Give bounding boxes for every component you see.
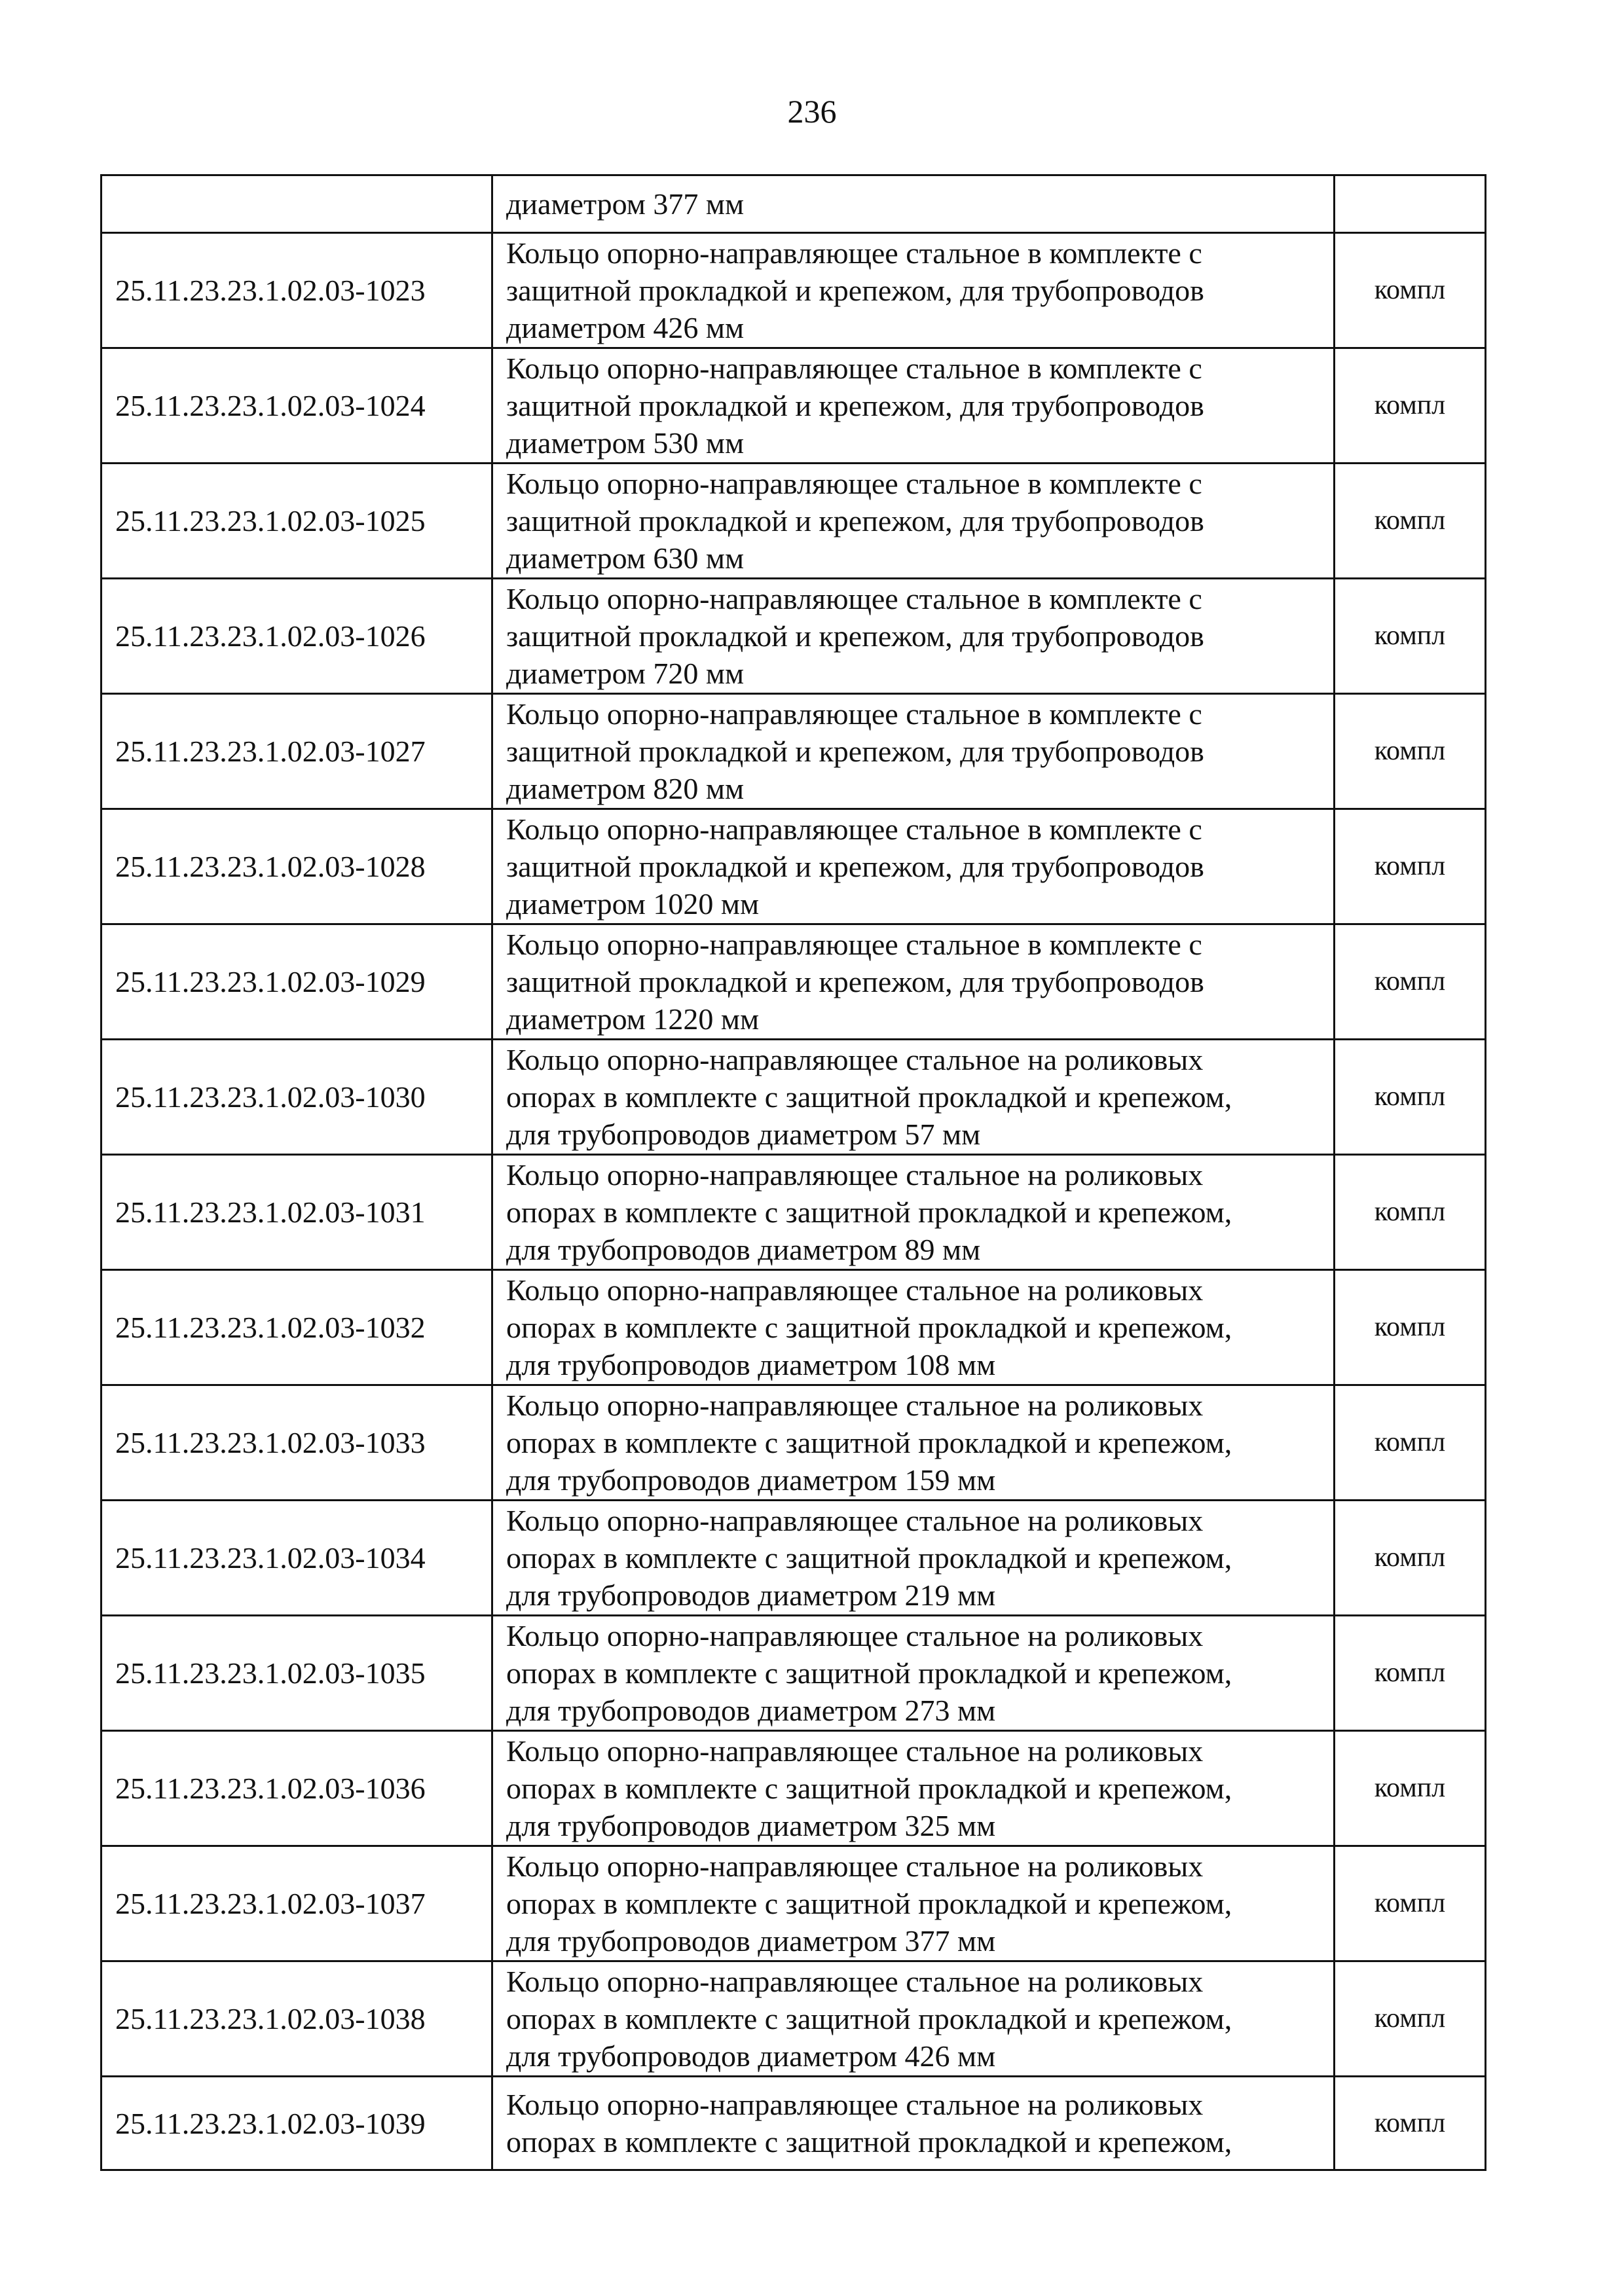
description-line: Кольцо опорно-направляющее стальное на роликовых xyxy=(506,1965,1204,1998)
description-line: защитной прокладкой и крепежом, для трубопроводов xyxy=(506,389,1204,422)
resource-code: 25.11.23.23.1.02.03-1036 xyxy=(101,1731,492,1846)
resource-code: 25.11.23.23.1.02.03-1039 xyxy=(101,2077,492,2170)
table-row xyxy=(101,1155,1486,1270)
resource-description xyxy=(492,1270,1335,1385)
unit-of-measure: компл xyxy=(1335,1155,1486,1270)
resource-description xyxy=(492,579,1335,694)
description-line: защитной прокладкой и крепежом, для трубопроводов xyxy=(506,619,1204,653)
description-line: для трубопроводов диаметром 377 мм xyxy=(506,1924,996,1958)
unit-of-measure: компл xyxy=(1335,809,1486,924)
description-line: Кольцо опорно-направляющее стальное в комплекте с xyxy=(506,812,1202,846)
description-line: для трубопроводов диаметром 219 мм xyxy=(506,1578,996,1612)
table-row xyxy=(101,1040,1486,1155)
description-line: защитной прокладкой и крепежом, для трубопроводов xyxy=(506,850,1204,883)
table-row xyxy=(101,1961,1486,2077)
table-row xyxy=(101,809,1486,924)
unit-of-measure: компл xyxy=(1335,1501,1486,1616)
resource-code: 25.11.23.23.1.02.03-1029 xyxy=(101,924,492,1040)
table-row xyxy=(101,579,1486,694)
description-line: для трубопроводов диаметром 89 мм xyxy=(506,1233,981,1266)
description-line: Кольцо опорно-направляющее стальное на роликовых xyxy=(506,1389,1204,1422)
resource-description xyxy=(492,2077,1335,2170)
description-line: диаметром 630 мм xyxy=(506,541,745,575)
resource-code: 25.11.23.23.1.02.03-1025 xyxy=(101,464,492,579)
unit-of-measure: компл xyxy=(1335,1731,1486,1846)
resource-code: 25.11.23.23.1.02.03-1028 xyxy=(101,809,492,924)
resource-description xyxy=(492,1155,1335,1270)
resource-code: 25.11.23.23.1.02.03-1027 xyxy=(101,694,492,809)
description-line: Кольцо опорно-направляющее стальное в комплекте с xyxy=(506,582,1202,615)
table-row xyxy=(101,464,1486,579)
resource-description xyxy=(492,464,1335,579)
table-row xyxy=(101,1616,1486,1731)
resource-code: 25.11.23.23.1.02.03-1034 xyxy=(101,1501,492,1616)
description-line: Кольцо опорно-направляющее стальное на роликовых xyxy=(506,1273,1204,1307)
description-line: для трубопроводов диаметром 426 мм xyxy=(506,2039,996,2073)
resource-description xyxy=(492,694,1335,809)
description-line: Кольцо опорно-направляющее стальное в комплекте с xyxy=(506,697,1202,731)
description-line: опорах в комплекте с защитной прокладкой и крепежом, xyxy=(506,1887,1232,1920)
description-line: для трубопроводов диаметром 325 мм xyxy=(506,1809,996,1842)
resource-code: 25.11.23.23.1.02.03-1038 xyxy=(101,1961,492,2077)
unit-of-measure: компл xyxy=(1335,464,1486,579)
table-row xyxy=(101,924,1486,1040)
unit-of-measure: компл xyxy=(1335,1385,1486,1501)
resource-description xyxy=(492,1731,1335,1846)
description-line: опорах в комплекте с защитной прокладкой и крепежом, xyxy=(506,1311,1232,1344)
description-line: Кольцо опорно-направляющее стальное в комплекте с xyxy=(506,352,1202,385)
table-body xyxy=(101,175,1486,2170)
description-line: Кольцо опорно-направляющее стальное в комплекте с xyxy=(506,236,1202,270)
resource-description xyxy=(492,175,1335,233)
unit-of-measure: компл xyxy=(1335,1040,1486,1155)
resource-code: 25.11.23.23.1.02.03-1026 xyxy=(101,579,492,694)
unit-of-measure: компл xyxy=(1335,1846,1486,1961)
description-line: диаметром 426 мм xyxy=(506,311,745,344)
resource-code: 25.11.23.23.1.02.03-1031 xyxy=(101,1155,492,1270)
description-line: опорах в комплекте с защитной прокладкой и крепежом, xyxy=(506,1541,1232,1575)
table-row xyxy=(101,1501,1486,1616)
description-line: для трубопроводов диаметром 108 мм xyxy=(506,1348,996,1381)
description-line: опорах в комплекте с защитной прокладкой и крепежом, xyxy=(506,1772,1232,1805)
unit-of-measure: компл xyxy=(1335,579,1486,694)
description-line: диаметром 1020 мм xyxy=(506,887,760,920)
unit-of-measure: компл xyxy=(1335,2077,1486,2170)
description-line: диаметром 530 мм xyxy=(506,426,745,460)
unit-of-measure xyxy=(1335,175,1486,233)
description-line: Кольцо опорно-направляющее стальное в комплекте с xyxy=(506,467,1202,500)
page-number: 236 xyxy=(787,93,837,130)
resource-description xyxy=(492,233,1335,348)
description-line: диаметром 820 мм xyxy=(506,772,745,805)
description-line: опорах в комплекте с защитной прокладкой и крепежом, xyxy=(506,2002,1232,2035)
description-line: для трубопроводов диаметром 57 мм xyxy=(506,1118,981,1151)
resource-description xyxy=(492,348,1335,464)
unit-of-measure: компл xyxy=(1335,1270,1486,1385)
table-row xyxy=(101,1385,1486,1501)
table-row xyxy=(101,694,1486,809)
unit-of-measure: компл xyxy=(1335,694,1486,809)
table-row xyxy=(101,2077,1486,2170)
description-line: Кольцо опорно-направляющее стальное на роликовых xyxy=(506,1504,1204,1537)
resource-code: 25.11.23.23.1.02.03-1023 xyxy=(101,233,492,348)
description-line: диаметром 720 мм xyxy=(506,657,745,690)
unit-of-measure: компл xyxy=(1335,924,1486,1040)
resource-code: 25.11.23.23.1.02.03-1024 xyxy=(101,348,492,464)
table-row xyxy=(101,348,1486,464)
resource-code: 25.11.23.23.1.02.03-1033 xyxy=(101,1385,492,1501)
description-line: Кольцо опорно-направляющее стальное на роликовых xyxy=(506,1734,1204,1768)
description-line: диаметром 1220 мм xyxy=(506,1002,760,1036)
description-line: защитной прокладкой и крепежом, для трубопроводов xyxy=(506,965,1204,998)
description-line: опорах в комплекте с защитной прокладкой и крепежом, xyxy=(506,2125,1232,2159)
description-line: Кольцо опорно-направляющее стальное на роликовых xyxy=(506,1158,1204,1192)
unit-of-measure: компл xyxy=(1335,1961,1486,2077)
resource-code: 25.11.23.23.1.02.03-1035 xyxy=(101,1616,492,1731)
resource-description xyxy=(492,1846,1335,1961)
description-line: Кольцо опорно-направляющее стальное в комплекте с xyxy=(506,928,1202,961)
table-row xyxy=(101,233,1486,348)
resource-table xyxy=(100,174,1486,2171)
description-line: защитной прокладкой и крепежом, для трубопроводов xyxy=(506,274,1204,307)
description-line: Кольцо опорно-направляющее стальное на роликовых xyxy=(506,1043,1204,1076)
table-row xyxy=(101,1846,1486,1961)
resource-description xyxy=(492,924,1335,1040)
unit-of-measure: компл xyxy=(1335,1616,1486,1731)
description-line: для трубопроводов диаметром 159 мм xyxy=(506,1463,996,1497)
description-line: защитной прокладкой и крепежом, для трубопроводов xyxy=(506,735,1204,768)
description-line: опорах в комплекте с защитной прокладкой и крепежом, xyxy=(506,1656,1232,1690)
description-line: защитной прокладкой и крепежом, для трубопроводов xyxy=(506,504,1204,538)
resource-code xyxy=(101,175,492,233)
unit-of-measure: компл xyxy=(1335,233,1486,348)
resource-description xyxy=(492,1616,1335,1731)
description-line: опорах в комплекте с защитной прокладкой и крепежом, xyxy=(506,1080,1232,1114)
description-line: опорах в комплекте с защитной прокладкой и крепежом, xyxy=(506,1195,1232,1229)
resource-description xyxy=(492,809,1335,924)
resource-code: 25.11.23.23.1.02.03-1032 xyxy=(101,1270,492,1385)
table-row xyxy=(101,175,1486,233)
unit-of-measure: компл xyxy=(1335,348,1486,464)
table-row xyxy=(101,1270,1486,1385)
description-line: Кольцо опорно-направляющее стальное на роликовых xyxy=(506,1619,1204,1652)
resource-description xyxy=(492,1501,1335,1616)
description-line: диаметром 377 мм xyxy=(506,187,745,221)
table-row xyxy=(101,1731,1486,1846)
resource-code: 25.11.23.23.1.02.03-1037 xyxy=(101,1846,492,1961)
description-line: опорах в комплекте с защитной прокладкой и крепежом, xyxy=(506,1426,1232,1459)
resource-description xyxy=(492,1961,1335,2077)
resource-code: 25.11.23.23.1.02.03-1030 xyxy=(101,1040,492,1155)
resource-description xyxy=(492,1040,1335,1155)
resource-description xyxy=(492,1385,1335,1501)
description-line: для трубопроводов диаметром 273 мм xyxy=(506,1694,996,1727)
description-line: Кольцо опорно-направляющее стальное на роликовых xyxy=(506,1850,1204,1883)
description-line: Кольцо опорно-направляющее стальное на роликовых xyxy=(506,2088,1204,2121)
